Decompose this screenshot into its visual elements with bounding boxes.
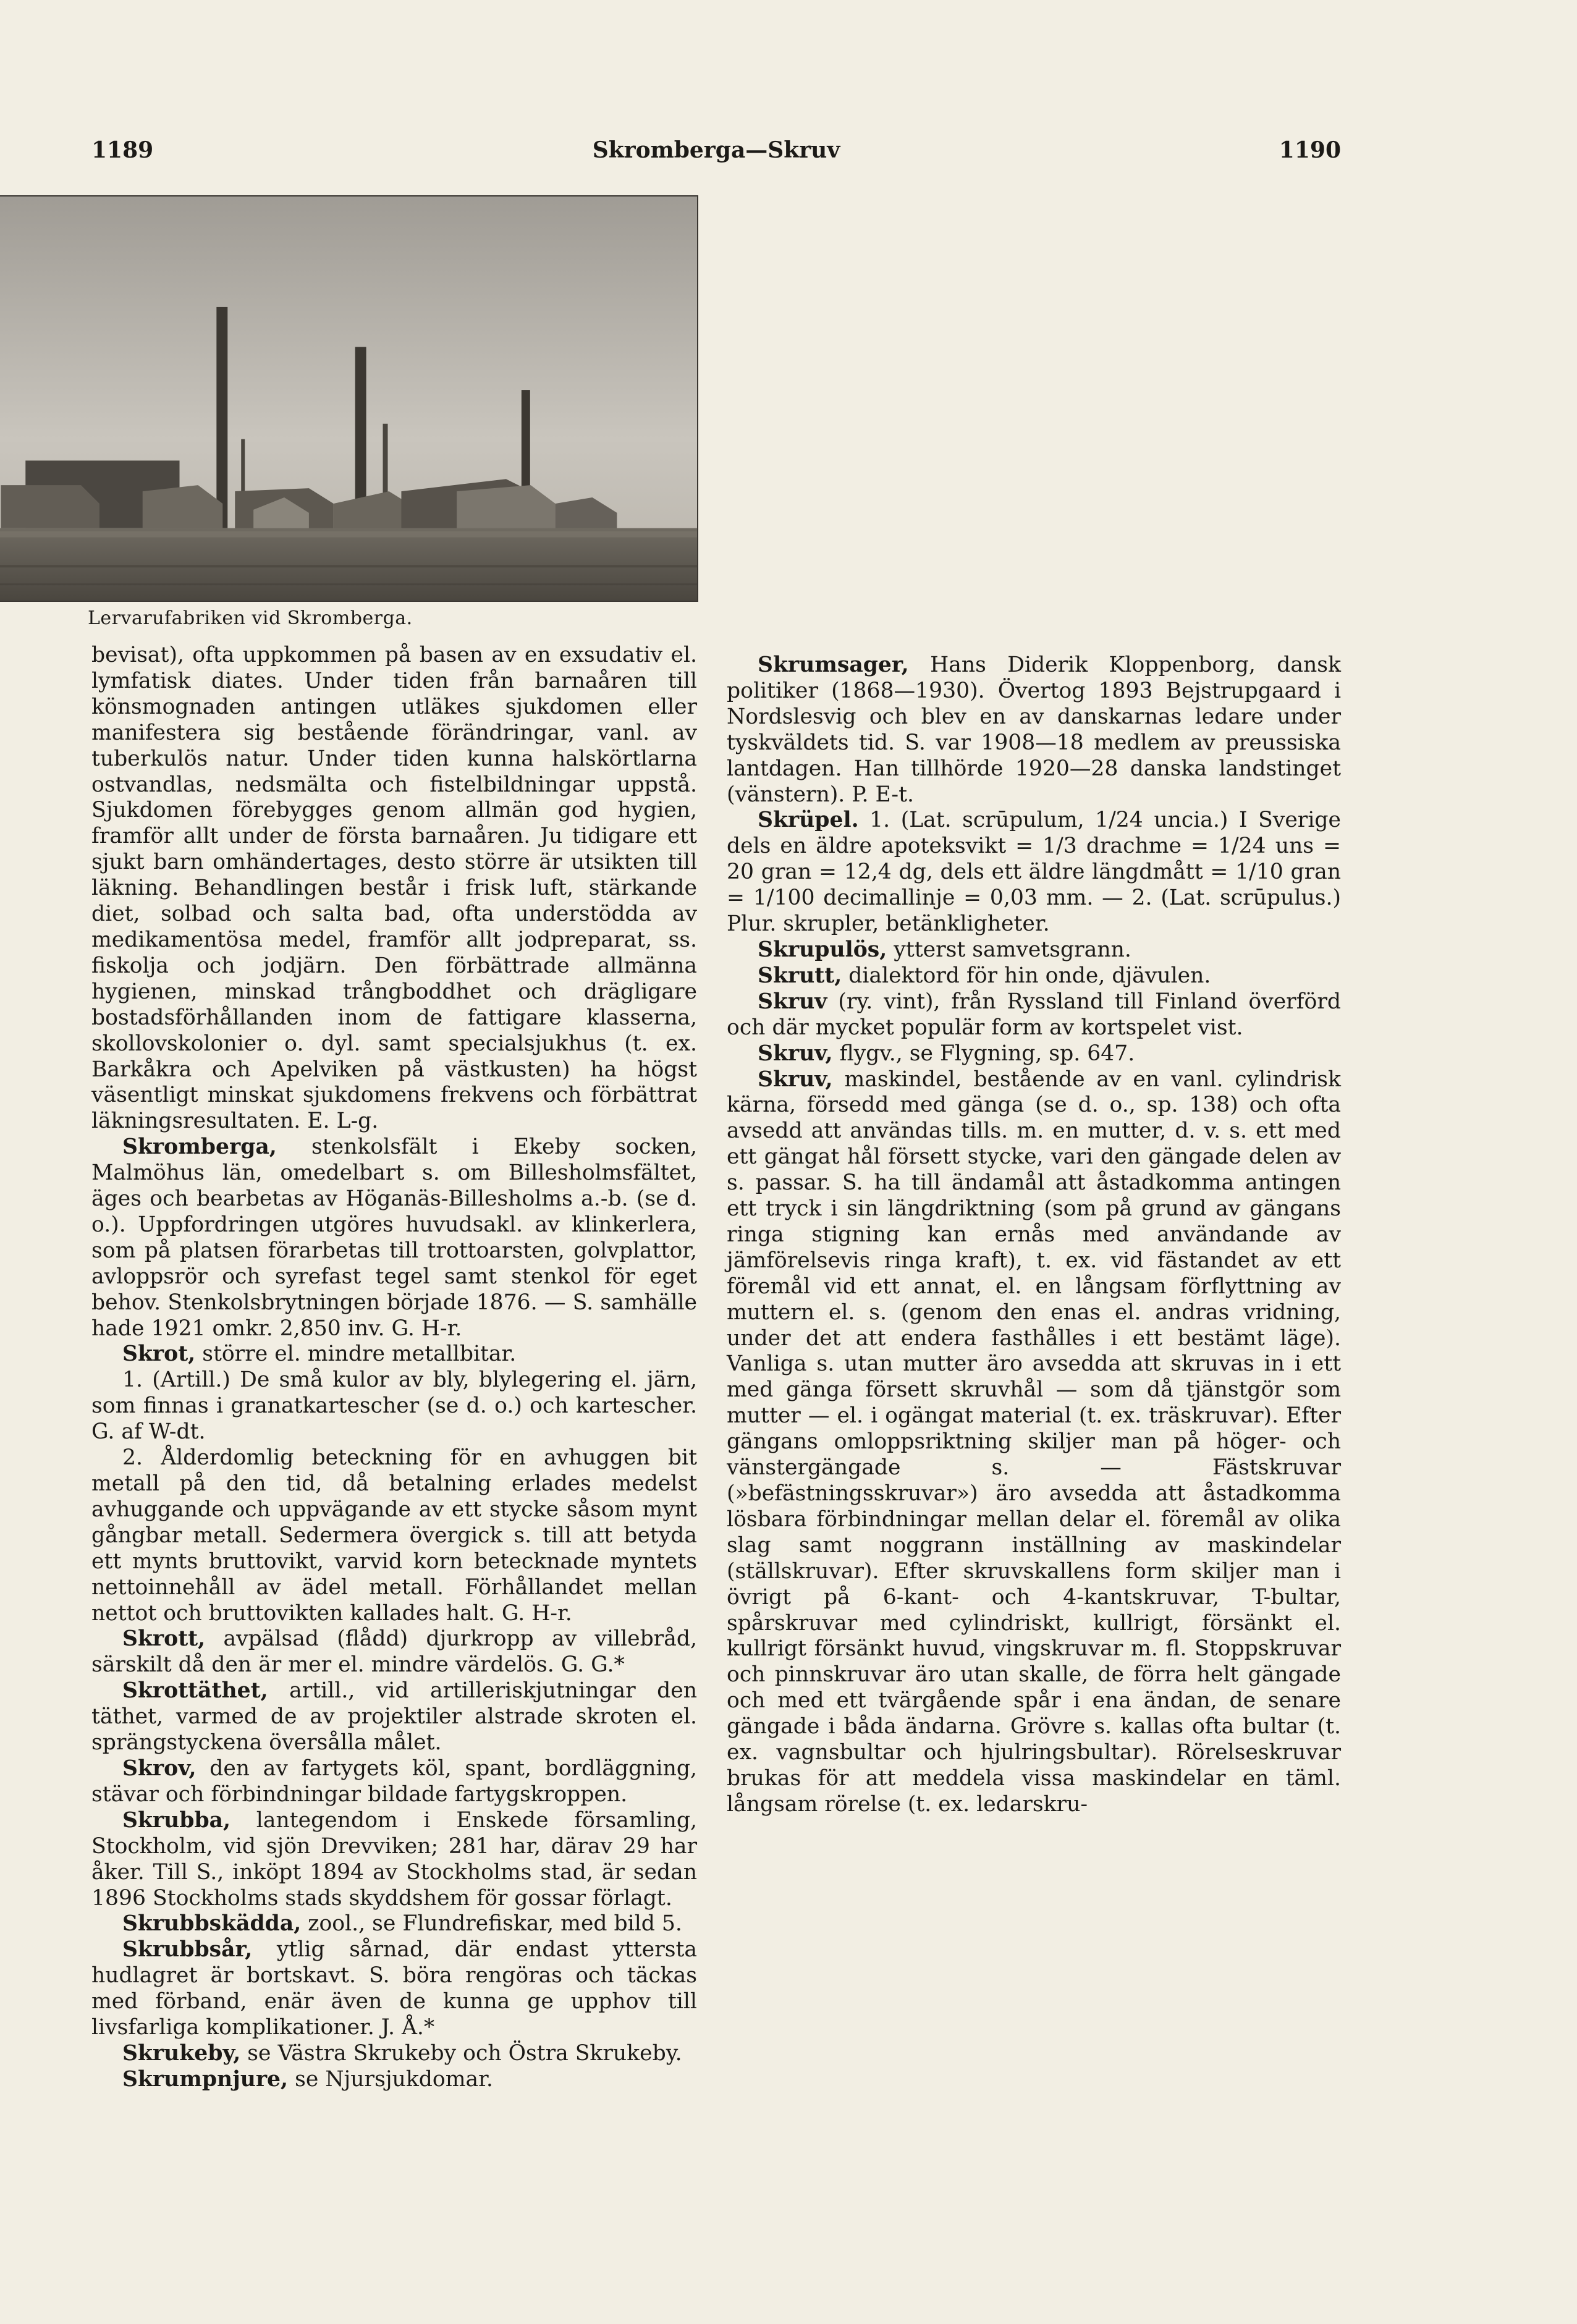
entry-skrot: Skrot, större el. mindre metallbitar. [122, 1342, 517, 1367]
right-column [727, 653, 1341, 1818]
entry-skruv-maskindel: Skruv, maskindel, bestående av en vanl. cylindrisk kärna, försedd med gänga (se d. o., sp. 138) och ofta avsedd att användas tills. m. en mutter, d. v. s. ett med ett gängat hål försett stycke, vari den gängade delen av s. passar. S. ha till ändamål att åstadkomma antingen ett tryck i sin längdriktning (som på grund av gängans ringa stigning kan ernås med användande av jämförelsevis ringa kraft), t. ex. vid fästandet av ett föremål vid ett annat, el. en långsam förflyttning av muttern el. s. (genom den enas el. andras vridning, under det att endera fasthålles i ett bestämt läge). Vanliga s. utan mutter äro avsedda att skruvas in i ett med gänga försett skruvhål — som då tjänstgör som mutter — el. i ogängat material (t. ex. träskruvar). Efter gängans omloppsriktning skiljer man på höger- och vänstergängade s. — Fästskruvar (»befästningsskruvar») äro avsedda att åstadkomma lösbara förbindningar mellan delar el. föremål av olika slag samt noggrann inställning av maskindelar (ställskruvar). Efter skruvskallens form skiljer man i övrigt på 6-kant- och 4-kantskruvar, T-bultar, spårskruvar med cylindriskt, kullrigt, försänkt el. kullrigt försänkt huvud, vingskruvar m. fl. Stoppskruvar och pinnskruvar äro utan skalle, de förra helt gängade och med ett tvärgående spår i ena ändan, de senare gängade i båda ändarna. Grövre s. kallas ofta bultar (t. ex. vagnsbultar och hjulringsbultar). Rörelseskruvar brukas för att meddela vissa maskindelar en täml. långsam rörelse (t. ex. ledarskru- [727, 1067, 1341, 1817]
entry-skruv-flygv: Skruv, flygv., se Flygning, sp. 647. [758, 1041, 1135, 1066]
entry-skrupulos: Skrupulös, ytterst samvetsgrann. [758, 937, 1131, 962]
left-column [88, 188, 697, 2093]
entry-skrubbsar: Skrubbsår, ytlig sårnad, där endast yttersta hudlagret är bortskavt. S. böra rengöras och täckas med förband, enär även de kunna ge upphov till livsfarliga komplikationer. J. Å.* [91, 1937, 697, 2040]
entry-skromberga: Skromberga, stenkolsfält i Ekeby socken, Malmöhus län, omedelbart s. om Billesholmsfältet, äges och bearbetas av Höganäs-Billesholms a.-b. (se d. o.). Uppfordringen utgöres huvudsakl. av klinkerlera, som på platsen förarbetas till trottoarsten, golvplattor, avloppsrör och syrefast tegel samt stenkol för eget behov. Stenkolsbrytningen började 1876. — S. samhälle hade 1921 omkr. 2,850 inv. G. H-r. [91, 1135, 697, 1341]
entry-skrupel: Skrüpel. 1. (Lat. scrūpulum, 1/24 uncia.) I Sverige dels en äldre apoteksvikt = 1/3 drachme = 1/24 uns = 20 gran = 12,4 dg, dels ett äldre längdmått = 1/10 gran = 1/100 decimallinje = 0,03 mm. — 2. (Lat. scrūpulus.) Plur. skrupler, betänkligheter. [727, 808, 1341, 937]
entry-skrottathet: Skrottäthet, artill., vid artilleriskjutningar den täthet, varmed de av projektiler alstrade skroten el. sprängstyckena översålla målet. [91, 1678, 697, 1756]
page-header [91, 137, 1341, 180]
entry-skrumsager: Skrumsager, Hans Diderik Kloppenborg, dansk politiker (1868—1930). Övertog 1893 Bejstrupgaard i Nordslesvig och blev en av danskarnas ledare under tyskväldets tid. S. var 1908—18 medlem av preussiska lantdagen. Han tillhörde 1920—28 danska landstinget (vänstern). P. E-t. [727, 653, 1341, 807]
paragraph: bevisat), ofta uppkommen på basen av en exsudativ el. lymfatisk diates. Under tiden från barnaåren till könsmognaden antingen utläkes sjukdomen eller manifestera sig bestående förändringar, vanl. av tuberkulös natur. Under tiden kunna halskörtlarna ostvandlas, nedsmälta och fistelbildningar uppstå. Sjukdomen förebygges genom allmän god hygien, framför allt under de första barnaåren. Ju tidigare ett sjukt barn omhändertages, desto större är utsikten till läkning. Behandlingen består i frisk luft, stärkande diet, solbad och salta bad, ofta understödda av medikamentösa medel, framför allt jodpreparat, ss. fiskolja och jodjärn. Den förbättrade allmänna hygienen, minskad trångboddhet och drägligare bostadsförhållanden inom de fattigare klasserna, skollovskolonier o. dyl. samt specialsjukhus (t. ex. Barkåkra och Apelviken på västkusten) ha högst väsentligt minskat sjukdomens frekvens och förbättrat läkningsresultaten. E. L-g. [91, 643, 697, 1134]
figure-caption: Lervarufabriken vid Skromberga. [88, 607, 413, 629]
entry-skruv-kortspel: Skruv (ry. vint), från Ryssland till Finland överförd och där mycket populär form av kortspelet vist. [727, 989, 1341, 1040]
running-title: Skromberga—Skruv [592, 137, 840, 163]
paragraph: 1. (Artill.) De små kulor av bly, blylegering el. järn, som finnas i granatkartescher (se d. o.) och kartescher. G. af W-dt. [91, 1367, 697, 1445]
entry-skrumpnjure: Skrumpnjure, se Njursjukdomar. [122, 2066, 493, 2092]
entry-skrov: Skrov, den av fartygets köl, spant, bordläggning, stävar och förbindningar bildade fartygskroppen. [91, 1756, 697, 1807]
entry-skrubba: Skrubba, lantegendom i Enskede församling, Stockholm, vid sjön Drevviken; 281 har, därav 29 har åker. Till S., inköpt 1894 av Stockholms stad, är sedan 1896 Stockholms stads skyddshem för gossar förlagt. [91, 1807, 697, 1911]
entry-skrutt: Skrutt, dialektord för hin onde, djävulen. [758, 963, 1211, 988]
entry-skrukeby: Skrukeby, se Västra Skrukeby och Östra Skrukeby. [122, 2040, 682, 2066]
factory-photo-image [0, 196, 697, 601]
figure [0, 188, 713, 643]
page-number-right: 1190 [1279, 137, 1341, 163]
paragraph: 2. Ålderdomlig beteckning för en avhuggen bit metall på den tid, då betalning erlades medelst avhuggande och uppvägande av ett stycke såsom mynt gångbar metall. Sedermera övergick s. till att betyda ett mynts bruttovikt, varvid korn betecknade myntets nettoinnehåll av ädel metall. Förhållandet mellan nettot och bruttovikten kallades halt. G. H-r. [91, 1445, 697, 1626]
factory-photo [0, 195, 698, 602]
entry-skrubbskadda: Skrubbskädda, zool., se Flundrefiskar, med bild 5. [122, 1911, 682, 1937]
page-number-left: 1189 [91, 137, 154, 163]
entry-skrott: Skrott, avpälsad (flådd) djurkropp av villebråd, särskilt då den är mer el. mindre värdelös. G. G.* [91, 1626, 697, 1678]
